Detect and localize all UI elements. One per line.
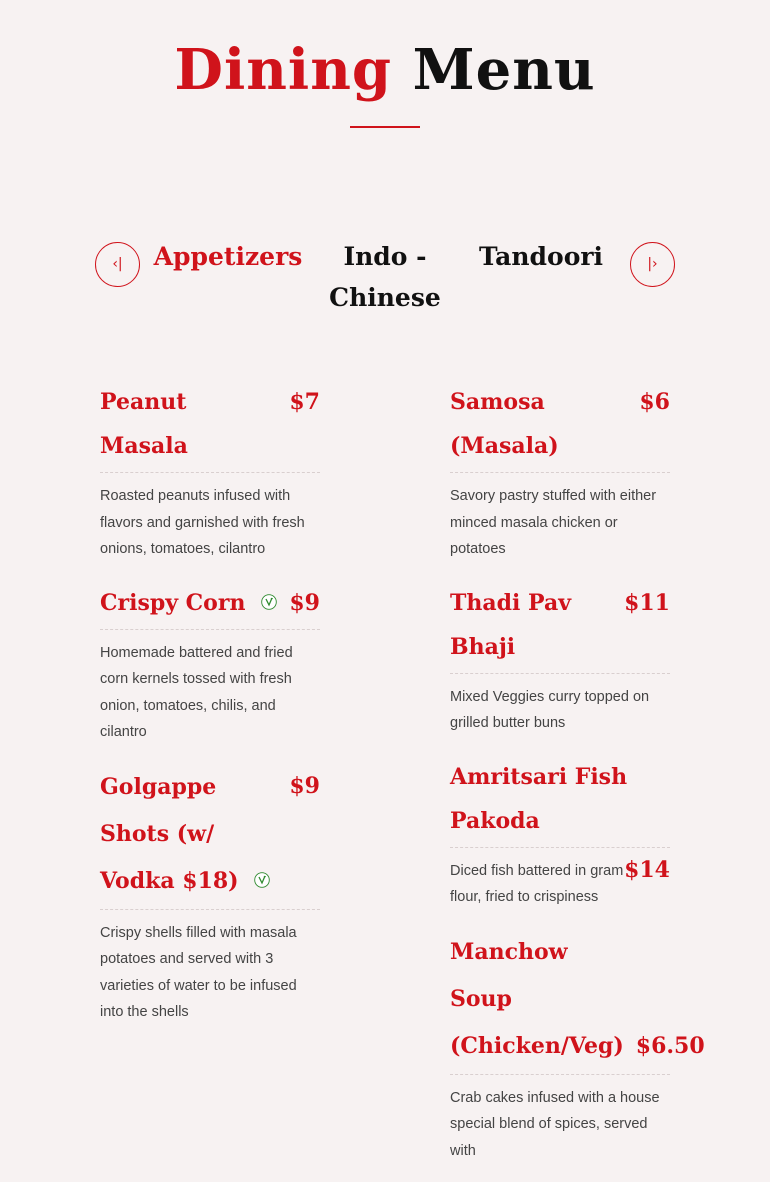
menu-item-description: Crispy shells filled with masala potatoes and served with 3 varieties of water to be infused into the shells [100,924,297,1020]
menu-item-header [100,581,320,630]
menu-item-header [450,929,705,1075]
menu-item-name: Amritsari Fish Pakoda [450,763,628,834]
menu-item-price: $14 [624,856,670,883]
tab-indo-chinese[interactable]: Indo - Chinese [329,242,441,312]
menu-item-description: Diced fish battered in gram flour, fried to crispiness [450,862,624,905]
menu-column-right [450,380,705,1182]
menu-item-desc-row [450,848,670,911]
menu-item-description: Crab cakes infused with a house special blend of spices, served with [450,1089,660,1159]
menu-item-name-wrap [100,764,289,905]
next-tab-button[interactable] [630,242,675,287]
menu-item-name: Manchow Soup (Chicken/Veg) [450,938,624,1059]
menu-column-left [100,380,320,1044]
menu-item-name: Samosa (Masala) [450,389,559,459]
menu-item [100,581,320,746]
vegan-leaf-icon [254,872,270,888]
menu-item-price: $9 [289,772,320,799]
chevron-left-icon: ‹| [112,256,123,272]
menu-item-description: Savory pastry stuffed with either minced masala chicken or potatoes [450,488,657,557]
menu-item-name-wrap [100,581,289,625]
menu-item-price: $9 [289,589,320,616]
menu-item [450,929,705,1165]
page-title [0,34,770,106]
menu-item-description: Homemade battered and fried corn kernels tossed with fresh onion, tomatoes, chilis, and cilantro [100,644,293,740]
menu-item [100,764,320,1026]
menu-item-header [450,380,670,473]
menu-item [450,755,670,911]
menu-item [450,380,670,563]
prev-tab-button[interactable] [95,242,140,287]
title-first-word: Dining [174,37,393,103]
menu-item-price: $11 [624,589,670,616]
menu-item-header [100,380,320,473]
title-divider [350,126,420,128]
menu-item-description: Mixed Veggies curry topped on grilled butter buns [450,688,650,731]
tab-tandoori[interactable]: Tandoori [478,242,604,271]
menu-item-name: Golgappe Shots (w/ Vodka $18) [100,773,239,894]
menu-item-description: Roasted peanuts infused with flavors and garnished with fresh onions, tomatoes, cilantro [100,488,305,557]
menu-item [450,581,670,737]
menu-item-header [100,764,320,910]
vegan-leaf-icon [261,594,277,610]
menu-item-name: Thadi Pav Bhaji [450,589,572,660]
menu-item-header [450,581,670,674]
menu-item-price: $6.50 [635,1032,705,1059]
menu-item-name: Crispy Corn [100,589,246,616]
menu-item-name: Peanut Masala [100,389,188,459]
menu-item-price: $7 [289,389,320,415]
title-second-word: Menu [412,37,596,103]
tab-appetizers[interactable]: Appetizers [153,242,303,271]
menu-item-header [450,755,670,848]
chevron-right-icon: |› [647,256,658,272]
menu-item [100,380,320,563]
menu-item-price: $6 [639,389,670,415]
